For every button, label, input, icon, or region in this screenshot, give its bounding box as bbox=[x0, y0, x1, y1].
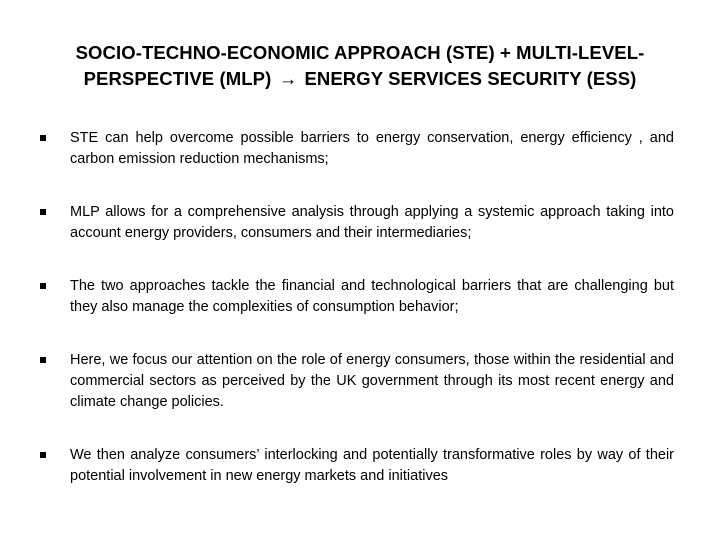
bullet-text: The two approaches tackle the financial and technological barriers that are challenging but they also manage the complexities of consumption behavior; bbox=[70, 278, 674, 315]
square-bullet-icon bbox=[40, 357, 46, 363]
slide-title bbox=[60, 40, 660, 92]
bullet-text: MLP allows for a comprehensive analysis through applying a systemic approach taking into account energy providers, consumers and their intermediaries; bbox=[70, 204, 674, 241]
bullet-item bbox=[40, 445, 674, 487]
square-bullet-icon bbox=[40, 452, 46, 458]
bullet-list bbox=[40, 128, 674, 487]
title-text-part2: ENERGY SERVICES SECURITY (ESS) bbox=[304, 68, 637, 89]
bullet-item bbox=[40, 276, 674, 318]
square-bullet-icon bbox=[40, 209, 46, 215]
title-text-part1: SOCIO-TECHNO-ECONOMIC APPROACH (STE) + MULTI-LEVEL-PERSPECTIVE (MLP) bbox=[75, 42, 645, 89]
bullet-item bbox=[40, 128, 674, 170]
bullet-text: STE can help overcome possible barriers to energy conservation, energy efficiency , and carbon emission reduction mechanisms; bbox=[70, 130, 674, 167]
right-arrow-icon: → bbox=[278, 68, 298, 89]
bullet-text: Here, we focus our attention on the role of energy consumers, those within the residential and commercial sectors as perceived by the UK government through its most recent energy and climate change policies. bbox=[70, 352, 674, 410]
bullet-item bbox=[40, 350, 674, 413]
square-bullet-icon bbox=[40, 135, 46, 141]
bullet-text: We then analyze consumers’ interlocking and potentially transformative roles by way of their potential involvement in new energy markets and initiatives bbox=[70, 447, 674, 484]
square-bullet-icon bbox=[40, 283, 46, 289]
bullet-item bbox=[40, 202, 674, 244]
